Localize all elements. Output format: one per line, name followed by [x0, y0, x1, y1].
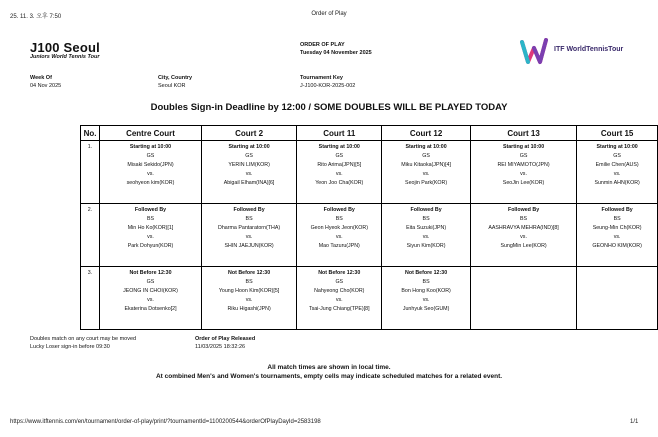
- player-1: Nahyeong Cho(KOR): [314, 288, 365, 294]
- match-type: GS: [245, 153, 253, 159]
- doubles-moved-note: Doubles match on any court may be moved: [30, 336, 137, 342]
- tournament-key-label: Tournament Key: [300, 75, 343, 81]
- local-time-note: All match times are shown in local time.: [267, 364, 391, 371]
- match-time: Followed By: [507, 207, 540, 213]
- match-cell: [297, 204, 382, 267]
- match-cell: [201, 204, 296, 267]
- match-time: Starting at 10:00: [318, 144, 360, 150]
- player-1: Geon Hyeok Jeon(KOR): [310, 225, 368, 231]
- city-label: City, Country: [158, 75, 193, 81]
- versus: vs.: [147, 297, 154, 303]
- match-time: Followed By: [323, 207, 355, 213]
- order-of-play-table: [80, 125, 658, 330]
- release-info: [195, 335, 255, 351]
- player-1: Miku Kitaoka(JPN)[4]: [401, 162, 451, 168]
- match-type: GS: [146, 153, 155, 159]
- player-2: Park Dohyun(KOR): [127, 243, 174, 249]
- match-cell: [470, 204, 576, 267]
- header-court-15: Court 15: [577, 126, 658, 141]
- print-timestamp: 25. 11. 3. 오후 7:50: [10, 14, 62, 20]
- player-1: REI MIYAMOTO(JPN): [497, 162, 550, 168]
- row-number: 1.: [81, 141, 100, 204]
- player-1: AASHRAVYA MEHRA(IND)[8]: [488, 225, 559, 231]
- match-time: Not Before 12:30: [129, 270, 172, 276]
- player-1: Rito Arima(JPN)[5]: [317, 162, 362, 168]
- versus: vs.: [613, 171, 621, 177]
- player-2: Siyun Kim(KOR): [406, 243, 446, 249]
- combined-tournament-note: At combined Men's and Women's tournaments, empty cells may indicate scheduled matches for a related event.: [155, 373, 503, 380]
- match-time: Starting at 10:00: [129, 144, 172, 150]
- order-of-play-title: ORDER OF PLAY: [300, 42, 345, 48]
- match-time: Starting at 10:00: [596, 144, 638, 150]
- table-row: [81, 267, 658, 330]
- versus: vs.: [147, 234, 154, 240]
- player-1: JEONG IN CHOI(KOR): [123, 288, 178, 294]
- print-page-title: Order of Play: [311, 11, 347, 17]
- versus: vs.: [335, 297, 343, 303]
- match-type: BS: [245, 279, 253, 285]
- match-type: GS: [519, 153, 528, 159]
- player-1: Dharma Pantaratorn(THA): [218, 225, 281, 231]
- tournament-name: J100 Seoul: [30, 40, 100, 55]
- print-page-count: 1/1: [630, 419, 639, 425]
- match-time: Followed By: [134, 207, 167, 213]
- match-time: Starting at 10:00: [405, 144, 447, 150]
- versus: vs.: [422, 234, 430, 240]
- match-time: Not Before 12:30: [228, 270, 271, 276]
- match-type: GS: [146, 279, 155, 285]
- player-2: Ekaterina Dotsenko[2]: [124, 306, 177, 312]
- match-cell: [100, 267, 202, 330]
- match-type: BS: [335, 216, 343, 222]
- player-2: Junhyuk Seo(GUM): [402, 306, 450, 312]
- match-time: Starting at 10:00: [502, 144, 545, 150]
- match-cell: [382, 141, 471, 204]
- player-2: Sunmin AHN(KOR): [594, 180, 640, 186]
- versus: vs.: [335, 234, 343, 240]
- match-cell: [297, 267, 382, 330]
- match-cell: [201, 267, 296, 330]
- player-2: Tsai-Jung Chiang(TPE)[8]: [308, 306, 370, 312]
- match-type: BS: [245, 216, 253, 222]
- versus: vs.: [520, 234, 527, 240]
- header-court-12: Court 12: [382, 126, 471, 141]
- player-2: seohyeon kim(KOR): [126, 180, 175, 186]
- versus: vs.: [245, 297, 253, 303]
- header-no: No.: [81, 126, 100, 141]
- player-1: Emilie Chen(AUS): [595, 162, 639, 168]
- versus: vs.: [613, 234, 621, 240]
- match-cell: [382, 267, 471, 330]
- player-2: Abigail Elham(INA)[6]: [223, 180, 275, 186]
- tournament-key-value: J-J100-KOR-2025-002: [300, 83, 356, 89]
- empty-cell: [577, 267, 658, 330]
- player-2: SHIN JAEJUN(KOR): [224, 243, 274, 249]
- row-number: 3.: [81, 267, 100, 330]
- player-1: Young Hoon Kim(KOR)[5]: [218, 288, 280, 294]
- header-court-11: Court 11: [297, 126, 382, 141]
- match-cell: [470, 141, 576, 204]
- match-type: GS: [335, 153, 344, 159]
- player-2: SeoJin Lee(KOR): [502, 180, 545, 186]
- match-time: Not Before 12:30: [405, 270, 448, 276]
- player-2: GEONHO KIM(KOR): [592, 243, 642, 249]
- versus: vs.: [147, 171, 154, 177]
- versus: vs.: [422, 297, 430, 303]
- itf-world-tennis-tour-logo: [520, 36, 638, 66]
- released-value: 11/03/2025 18:32:26: [195, 344, 246, 350]
- player-1: Min Ho Ko(KOR)[1]: [127, 225, 174, 231]
- match-type: BS: [422, 216, 430, 222]
- match-cell: [382, 204, 471, 267]
- player-1: Bon Hong Koo(KOR): [401, 288, 451, 294]
- match-type: GS: [422, 153, 430, 159]
- header-court-2: Court 2: [201, 126, 296, 141]
- table-header-row: [81, 126, 658, 141]
- match-time: Followed By: [233, 207, 265, 213]
- table-row: [81, 141, 658, 204]
- versus: vs.: [245, 171, 253, 177]
- week-value: 04 Nov 2025: [30, 83, 62, 89]
- order-of-play-date: Tuesday 04 November 2025: [300, 50, 372, 56]
- match-type: BS: [613, 216, 621, 222]
- match-type: GS: [613, 153, 621, 159]
- player-2: Yeon Joo Cha(KOR): [315, 180, 364, 186]
- tour-name: Juniors World Tennis Tour: [30, 54, 100, 60]
- logo-text: ITF WorldTennisTour: [554, 46, 624, 53]
- doubles-banner: Doubles Sign-in Deadline by 12:00 / SOME DOUBLES WILL BE PLAYED TODAY: [150, 102, 508, 113]
- player-2: Seojin Park(KOR): [405, 180, 448, 186]
- versus: vs.: [335, 171, 343, 177]
- player-2: SungMin Lee(KOR): [500, 243, 547, 249]
- released-label: Order of Play Released: [195, 336, 256, 342]
- player-1: Misaki Sekido(JPN): [127, 162, 174, 168]
- header-court-13: Court 13: [470, 126, 576, 141]
- match-time: Followed By: [601, 207, 633, 213]
- match-cell: [577, 141, 658, 204]
- match-time: Followed By: [410, 207, 442, 213]
- player-1: Eita Suzuki(JPN): [406, 225, 447, 231]
- footer-notes: [30, 335, 136, 351]
- match-type: BS: [520, 216, 528, 222]
- match-cell: [201, 141, 296, 204]
- versus: vs.: [422, 171, 430, 177]
- week-label: Week Of: [30, 75, 52, 81]
- versus: vs.: [520, 171, 527, 177]
- lucky-loser-note: Lucky Loser sign-in before 09:30: [30, 344, 110, 350]
- player-1: YERIN LIM(KOR): [228, 162, 270, 168]
- match-time: Starting at 10:00: [228, 144, 270, 150]
- match-cell: [297, 141, 382, 204]
- match-type: BS: [422, 279, 430, 285]
- match-type: GS: [335, 279, 344, 285]
- print-url: https://www.itftennis.com/en/tournament/order-of-play/print/?tournamentId=1100200544&orderOfPlayDayId=2583198: [10, 419, 321, 425]
- row-number: 2.: [81, 204, 100, 267]
- city-value: Seoul KOR: [158, 83, 186, 89]
- versus: vs.: [245, 234, 253, 240]
- header-centre-court: Centre Court: [100, 126, 202, 141]
- match-cell: [100, 204, 202, 267]
- table-row: [81, 204, 658, 267]
- player-2: Mao Tazuru(JPN): [318, 243, 360, 249]
- match-cell: [577, 204, 658, 267]
- match-type: BS: [146, 216, 155, 222]
- player-2: Riku Higashi(JPN): [227, 306, 271, 312]
- player-1: Seung-Min Ch(KOR): [592, 225, 642, 231]
- match-time: Not Before 12:30: [318, 270, 361, 276]
- match-cell: [100, 141, 202, 204]
- empty-cell: [470, 267, 576, 330]
